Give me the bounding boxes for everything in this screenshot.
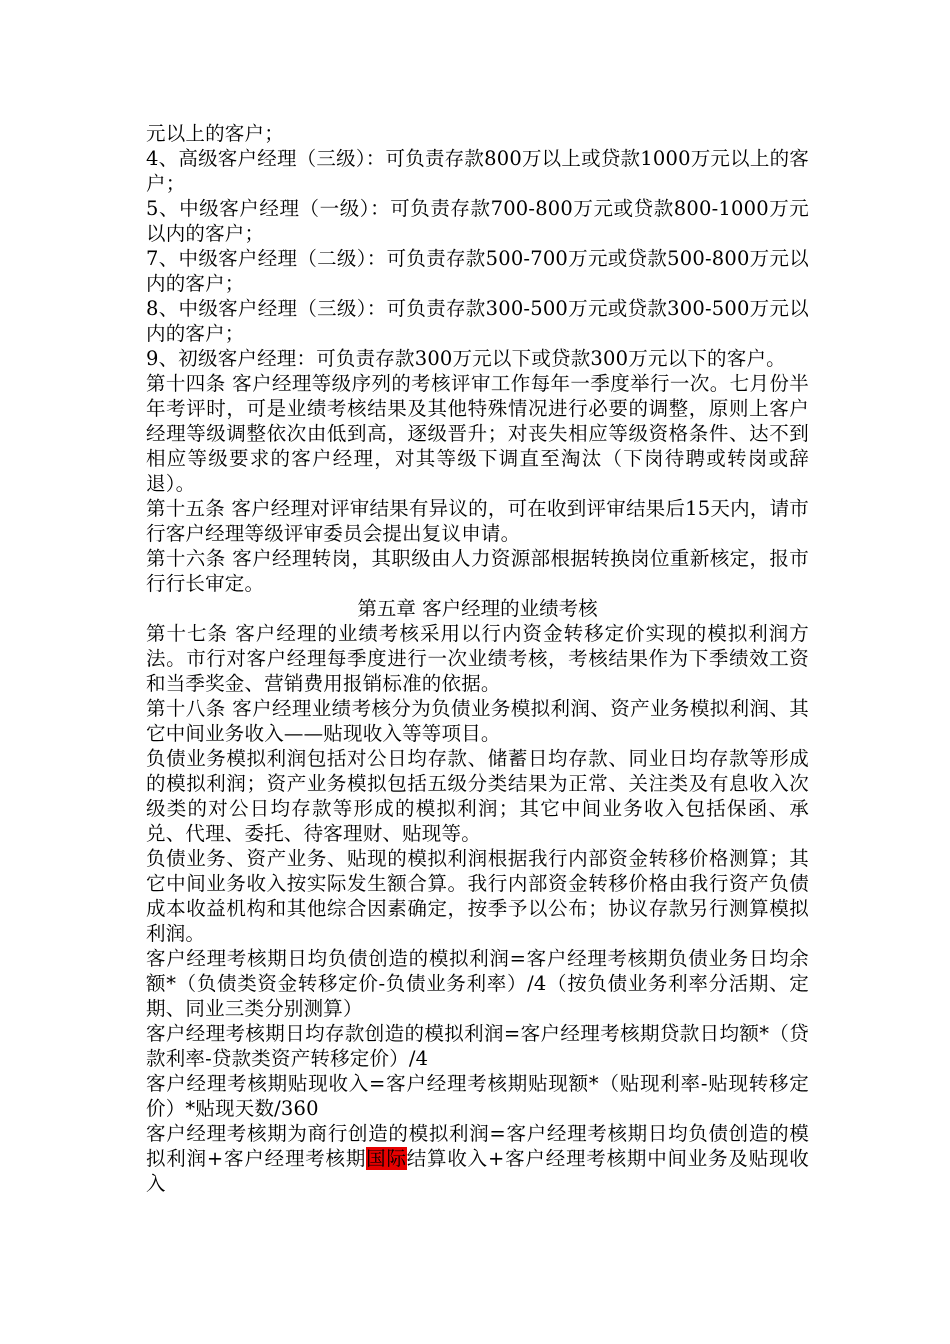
- paragraph-article-14: 第十四条 客户经理等级序列的考核评审工作每年一季度举行一次。七月份半年考评时，可是业绩考核结果及其他特殊情况进行必要的调整，原则上客户经理等级调整依次由低到高，逐级晋升；对丧失相应等级资格条件、达不到相应等级要求的客户经理，对其等级下调直至淘汰（下岗待聘或转岗或辞退）。: [146, 372, 809, 495]
- formula-total-profit-part-2: 结算收入+客户经理考核期中间业务及贴现收入: [146, 1147, 809, 1195]
- document-body: [146, 121, 809, 1196]
- paragraph-mid-manager-level-1: 5、中级客户经理（一级）：可负责存款700-800万元或贷款800-1000万元以内的客户；: [146, 197, 809, 245]
- formula-discount-income: 客户经理考核期贴现收入=客户经理考核期贴现额*（贴现利率-贴现转移定价）*贴现天数/360: [146, 1072, 809, 1120]
- paragraph-junior-manager: 9、初级客户经理：可负责存款300万元以下或贷款300万元以下的客户。: [146, 347, 786, 370]
- formula-deposit-profit: 客户经理考核期日均存款创造的模拟利润=客户经理考核期贷款日均额*（贷款利率-贷款类资产转移定价）/4: [146, 1022, 809, 1070]
- highlighted-text: 国际: [366, 1147, 407, 1170]
- formula-liability-profit: 客户经理考核期日均负债创造的模拟利润=客户经理考核期负债业务日均余额*（负债类资金转移定价-负债业务利率）/4（按负债业务利率分活期、定期、同业三类分别测算）: [146, 947, 809, 1020]
- paragraph-article-16: 第十六条 客户经理转岗，其职级由人力资源部根据转换岗位重新核定，报市行行长审定。: [146, 547, 809, 595]
- formula-total-profit: [146, 1121, 809, 1196]
- paragraph-customer-tail: 元以上的客户；: [146, 122, 284, 145]
- paragraph-transfer-pricing: 负债业务、资产业务、贴现的模拟利润根据我行内部资金转移价格测算；其它中间业务收入按实际发生额合算。我行内部资金转移价格由我行资产负债成本收益机构和其他综合因素确定，按季予以公布；协议存款另行测算模拟利润。: [146, 847, 809, 945]
- paragraph-mid-manager-level-3: 8、中级客户经理（三级）：可负责存款300-500万元或贷款300-500万元以内的客户；: [146, 297, 809, 345]
- paragraph-article-15: 第十五条 客户经理对评审结果有异议的，可在收到评审结果后15天内，请市行客户经理等级评审委员会提出复议申请。: [146, 497, 809, 545]
- paragraph-article-17: 第十七条 客户经理的业绩考核采用以行内资金转移定价实现的模拟利润方法。市行对客户经理每季度进行一次业绩考核，考核结果作为下季绩效工资和当季奖金、营销费用报销标准的依据。: [146, 622, 809, 695]
- formula-total-profit-part-1: 客户经理考核期为商行创造的模拟利润=客户经理考核期日均负债创造的模拟利润+客户经理考核期: [146, 1122, 809, 1170]
- paragraph-article-18: 第十八条 客户经理业绩考核分为负债业务模拟利润、资产业务模拟利润、其它中间业务收入——贴现收入等等项目。: [146, 697, 809, 745]
- chapter-heading: 第五章 客户经理的业绩考核: [357, 597, 598, 620]
- paragraph-senior-manager-level-3: 4、高级客户经理（三级）：可负责存款800万以上或贷款1000万元以上的客户；: [146, 147, 809, 195]
- paragraph-liability-profit: 负债业务模拟利润包括对公日均存款、储蓄日均存款、同业日均存款等形成的模拟利润；资产业务模拟包括五级分类结果为正常、关注类及有息收入次级类的对公日均存款等形成的模拟利润；其它中间业务收入包括保函、承兑、代理、委托、待客理财、贴现等。: [146, 747, 809, 845]
- paragraph-mid-manager-level-2: 7、中级客户经理（二级）：可负责存款500-700万元或贷款500-800万元以内的客户；: [146, 247, 809, 295]
